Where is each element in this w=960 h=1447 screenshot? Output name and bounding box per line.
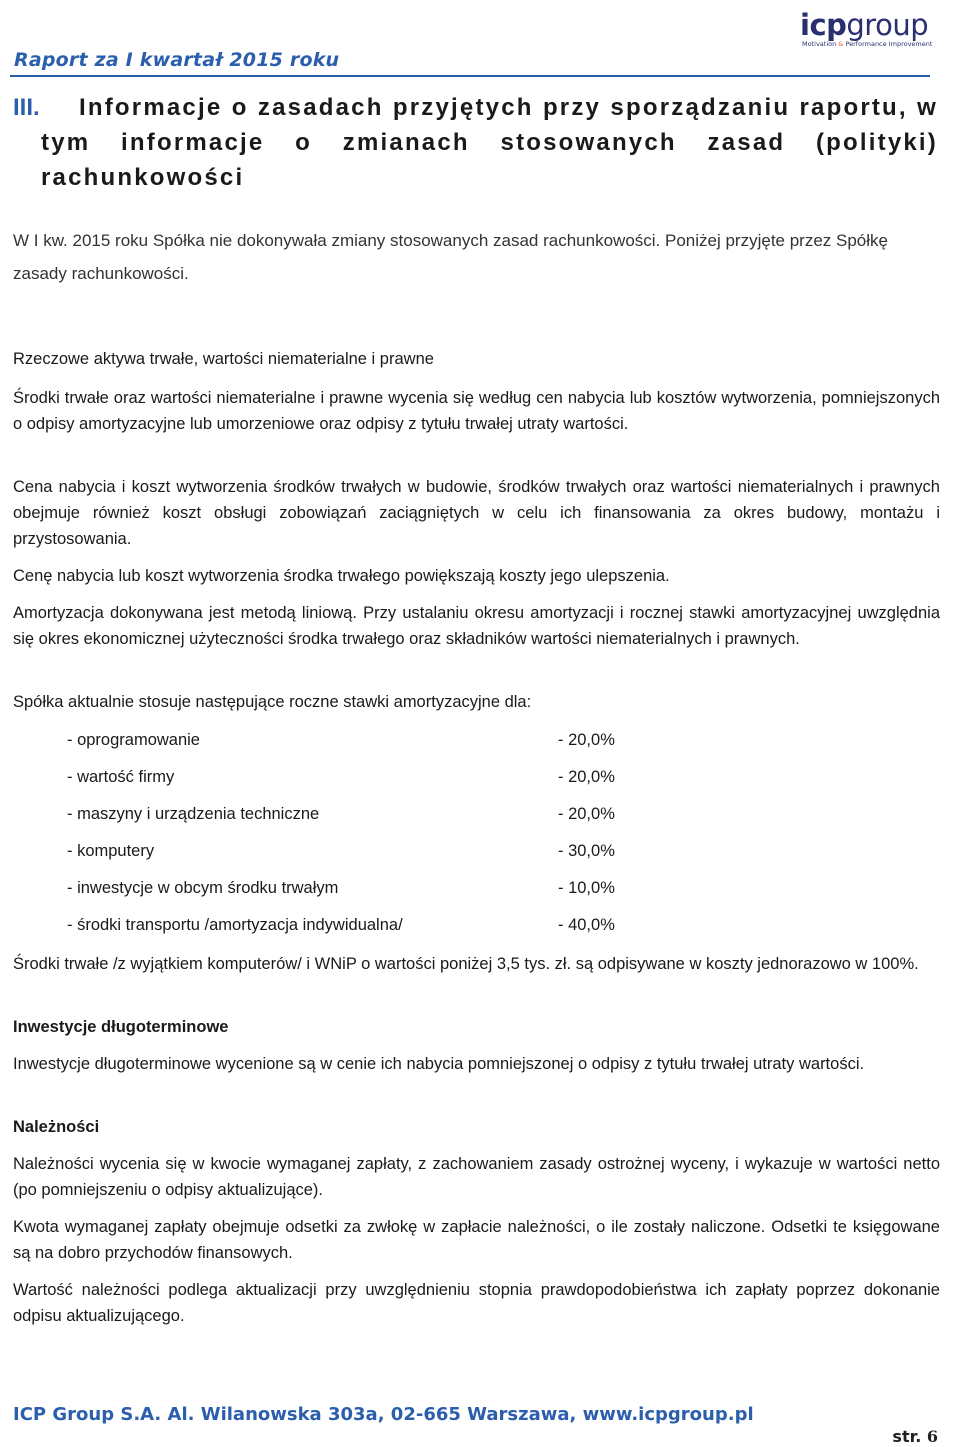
section-title-text-1: Informacje o zasadach przyjętych przy sporządzaniu raportu, w [79, 94, 938, 121]
fixed-assets-paragraph-5: Spółka aktualnie stosuje następujące roczne stawki amortyzacyjne dla: [13, 693, 532, 711]
receivables-paragraph-1: Należności wycenia się w kwocie wymaganej zapłaty, z zachowaniem zasady ostrożnej wyceny, i wykazuje w wartości netto (po pomniejszeniu o odpisy aktualizujące). [13, 1155, 940, 1199]
rate-row [67, 875, 637, 901]
logo-tagline-post: Performance Improvement [843, 40, 933, 48]
fixed-assets-paragraph-2: Cena nabycia i koszt wytworzenia środków trwałych w budowie, środków trwałych oraz wartości niematerialnych i prawnych obejmuje również koszt obsługi zobowiązań zaciągniętych w celu ich finansowania za okres budowy, montażu i przystosowania. [13, 478, 940, 548]
rate-label: - wartość firmy [67, 768, 175, 786]
rate-value: - 20,0% [558, 805, 615, 823]
section-heading [13, 90, 938, 195]
rate-row [67, 838, 637, 864]
logo-tagline [802, 40, 932, 48]
fixed-assets-paragraph-6: Środki trwałe /z wyjątkiem komputerów/ i WNiP o wartości poniżej 3,5 tys. zł. są odpisywane w koszty jednorazowo w 100%. [13, 955, 919, 973]
rate-row [67, 764, 637, 790]
rate-value: - 10,0% [558, 879, 615, 897]
investments-heading: Inwestycje długoterminowe [13, 1018, 229, 1036]
section-title-line-1 [13, 90, 938, 125]
rate-value: - 20,0% [558, 731, 615, 749]
rate-row [67, 801, 637, 827]
logo-tagline-amp: & [838, 40, 844, 48]
rate-value: - 20,0% [558, 768, 615, 786]
investments-paragraph-1: Inwestycje długoterminowe wycenione są w cenie ich nabycia pomniejszonej o odpisy z tytułu trwałej utraty wartości. [13, 1055, 865, 1073]
icpgroup-logo [800, 8, 933, 54]
header-divider [10, 75, 930, 77]
fixed-assets-paragraph-4: Amortyzacja dokonywana jest metodą liniową. Przy ustalaniu okresu amortyzacji i rocznej stawki amortyzacyjnej uwzględnia się okres ekonomicznej użyteczności środka trwałego oraz składników wartości niematerialnych i prawnych. [13, 604, 940, 648]
report-title: Raport za I kwartał 2015 roku [14, 49, 340, 71]
logo-group: group [846, 8, 929, 42]
page-prefix: str. [892, 1427, 922, 1446]
section-title-line-2: tym informacje o zmianach stosowanych zasad (polityki) [41, 129, 938, 156]
rate-label: - maszyny i urządzenia techniczne [67, 805, 320, 823]
rate-row [67, 727, 637, 753]
page-number [892, 1427, 938, 1446]
rate-label: - inwestycje w obcym środku trwałym [67, 879, 339, 897]
footer-company-address: ICP Group S.A. Al. Wilanowska 303a, 02-665 Warszawa, www.icpgroup.pl [13, 1404, 754, 1425]
rate-label: - komputery [67, 842, 155, 860]
logo-icp: icp [800, 8, 847, 42]
page-number-value: 6 [926, 1427, 938, 1446]
receivables-paragraph-2: Kwota wymaganej zapłaty obejmuje odsetki za zwłokę w zapłacie należności, o ile zostały naliczone. Odsetki te księgowane są na dobro przychodów finansowych. [13, 1218, 940, 1262]
rate-value: - 40,0% [558, 916, 615, 934]
section-title-line-3: rachunkowości [41, 164, 245, 191]
section-number: III. [13, 94, 40, 121]
logo-tagline-pre: Motivation [802, 40, 839, 48]
fixed-assets-heading: Rzeczowe aktywa trwałe, wartości niematerialne i prawne [13, 350, 434, 368]
rate-label: - środki transportu /amortyzacja indywidualna/ [67, 916, 403, 934]
logo-wordmark [800, 8, 928, 42]
fixed-assets-paragraph-1: Środki trwałe oraz wartości niematerialne i prawne wycenia się według cen nabycia lub kosztów wytworzenia, pomniejszonych o odpisy amortyzacyjne lub umorzeniowe oraz odpisy z tytułu trwałej utraty wartości. [13, 389, 940, 433]
rate-value: - 30,0% [558, 842, 615, 860]
receivables-paragraph-3: Wartość należności podlega aktualizacji przy uwzględnieniu stopnia prawdopodobieństwa ich zapłaty poprzez dokonanie odpisu aktualizującego. [13, 1281, 940, 1325]
fixed-assets-paragraph-3: Cenę nabycia lub koszt wytworzenia środka trwałego powiększają koszty jego ulepszenia. [13, 567, 670, 585]
intro-paragraph: W I kw. 2015 roku Spółka nie dokonywała zmiany stosowanych zasad rachunkowości. Poniżej przyjęte przez Spółkę zasady rachunkowości. [13, 231, 888, 283]
receivables-heading: Należności [13, 1118, 100, 1136]
rate-label: - oprogramowanie [67, 731, 200, 749]
rate-row [67, 912, 637, 938]
